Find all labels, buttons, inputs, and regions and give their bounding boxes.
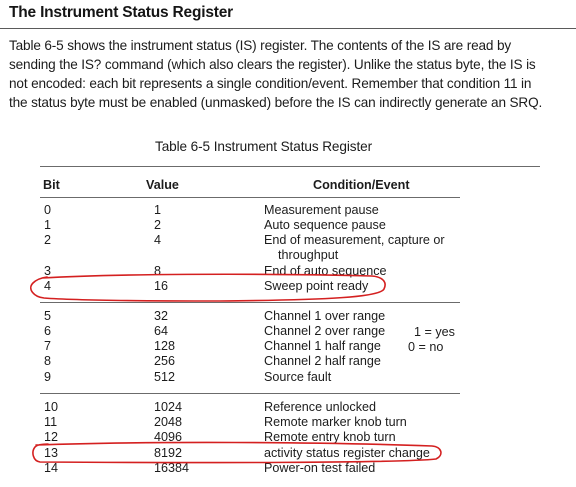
column-header-bit: Bit bbox=[43, 178, 60, 192]
paragraph-line: the status byte must be enabled (unmasked) before the IS can indirectly generate an SRQ. bbox=[9, 95, 543, 110]
legend-no: 0 = no bbox=[408, 340, 444, 354]
condition-cell: End of auto sequence bbox=[264, 264, 387, 278]
heading-divider bbox=[0, 28, 576, 29]
section-heading: The Instrument Status Register bbox=[9, 4, 233, 21]
value-cell: 16 bbox=[154, 279, 169, 293]
condition-cell: Channel 2 half range bbox=[264, 354, 381, 368]
condition-cell: Source fault bbox=[264, 370, 332, 384]
group-divider bbox=[40, 393, 460, 394]
bit-cell: 1 bbox=[44, 218, 52, 232]
condition-cell: End of measurement, capture or bbox=[264, 233, 445, 247]
value-cell: 2 bbox=[154, 218, 162, 232]
bit-cell: 6 bbox=[44, 324, 52, 338]
condition-cell: Channel 2 over range bbox=[264, 324, 386, 338]
condition-cell: Remote marker knob turn bbox=[264, 415, 407, 429]
value-cell: 1024 bbox=[154, 400, 183, 414]
condition-cell: Measurement pause bbox=[264, 203, 379, 217]
bit-cell: 13 bbox=[44, 446, 59, 460]
value-cell: 16384 bbox=[154, 461, 190, 475]
value-cell: 4096 bbox=[154, 430, 183, 444]
bit-cell: 11 bbox=[44, 415, 58, 429]
value-cell: 4 bbox=[154, 233, 162, 247]
condition-cell: Channel 1 over range bbox=[264, 309, 386, 323]
bit-cell: 7 bbox=[44, 339, 52, 353]
condition-cell: Reference unlocked bbox=[264, 400, 377, 414]
table-top-rule bbox=[40, 166, 540, 167]
bit-cell: 14 bbox=[44, 461, 59, 475]
bit-cell: 10 bbox=[44, 400, 59, 414]
condition-cell: Channel 1 half range bbox=[264, 339, 381, 353]
header-rule bbox=[40, 197, 460, 198]
column-header-value: Value bbox=[146, 178, 179, 192]
bit-cell: 12 bbox=[44, 430, 59, 444]
condition-cell: Remote entry knob turn bbox=[264, 430, 396, 444]
condition-cell: Auto sequence pause bbox=[264, 218, 386, 232]
bit-cell: 8 bbox=[44, 354, 52, 368]
column-header-condition: Condition/Event bbox=[313, 178, 410, 192]
bit-cell: 2 bbox=[44, 233, 52, 247]
bit-cell: 0 bbox=[44, 203, 52, 217]
paragraph-line: not encoded: each bit represents a single condition/event. Remember that condition 11 in bbox=[9, 76, 532, 91]
condition-cell: activity status register change bbox=[264, 446, 430, 460]
value-cell: 8192 bbox=[154, 446, 183, 460]
bit-cell: 3 bbox=[44, 264, 52, 278]
value-cell: 512 bbox=[154, 370, 176, 384]
value-cell: 32 bbox=[154, 309, 169, 323]
condition-cell: Sweep point ready bbox=[264, 279, 369, 293]
value-cell: 256 bbox=[154, 354, 176, 368]
bit-cell: 5 bbox=[44, 309, 52, 323]
paragraph-line: sending the IS? command (which also clears the register). Unlike the status byte, the IS is bbox=[9, 57, 536, 72]
table-title: Table 6-5 Instrument Status Register bbox=[155, 139, 373, 154]
value-cell: 2048 bbox=[154, 415, 183, 429]
bit-cell: 9 bbox=[44, 370, 52, 384]
paragraph-line: Table 6-5 shows the instrument status (IS) register. The contents of the IS are read by bbox=[9, 38, 512, 53]
bit-cell: 4 bbox=[44, 279, 52, 293]
group-divider bbox=[40, 302, 460, 303]
value-cell: 1 bbox=[154, 203, 162, 217]
value-cell: 64 bbox=[154, 324, 169, 338]
condition-cell: Power-on test failed bbox=[264, 461, 376, 475]
value-cell: 128 bbox=[154, 339, 176, 353]
value-cell: 8 bbox=[154, 264, 162, 278]
condition-cell-continuation: throughput bbox=[278, 248, 339, 262]
legend-yes: 1 = yes bbox=[414, 325, 455, 339]
